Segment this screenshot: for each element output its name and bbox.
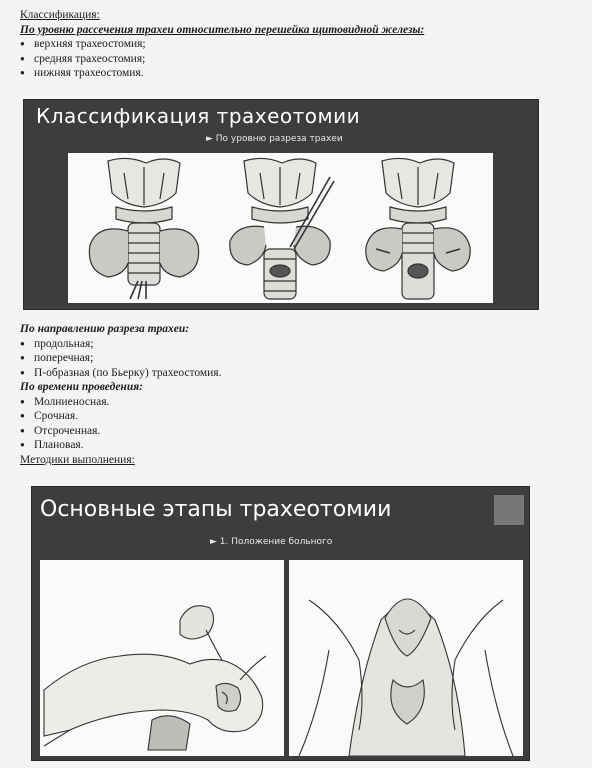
slide-title: Основные этапы трахеотомии [40, 497, 392, 522]
classification-section [20, 8, 424, 81]
list-item: ● продольная; [20, 337, 221, 352]
slide-decoration [494, 495, 524, 525]
list-item: ● П-образная (по Бьерку) трахеостомия. [20, 366, 221, 381]
patient-position-front-illustration [289, 560, 523, 756]
slide-stages [32, 487, 529, 760]
list-item: ● нижняя трахеостомия. [20, 66, 424, 81]
timing-list [20, 395, 221, 453]
list-item: ● верхняя трахеостомия; [20, 37, 424, 52]
list-item: ● поперечная; [20, 351, 221, 366]
direction-list [20, 337, 221, 381]
tracheostomy-levels-illustration [68, 153, 493, 303]
patient-position-side-illustration [40, 560, 284, 756]
level-heading: По уровню рассечения трахеи относительно перешейка щитовидной железы: [20, 23, 425, 36]
timing-heading: По времени проведения: [20, 381, 143, 393]
slide-subtitle: ► 1. Положение больного [210, 537, 333, 547]
list-item: ● средняя трахеостомия; [20, 52, 424, 67]
slide-title: Классификация трахеотомии [36, 104, 361, 128]
level-list [20, 37, 424, 81]
list-item: ● Отсроченная. [20, 424, 221, 439]
classification-heading: Классификация: [20, 9, 100, 21]
slide-subtitle: ► По уровню разреза трахеи [206, 134, 343, 144]
direction-heading: По направлению разреза трахеи: [20, 323, 190, 335]
list-item: ● Молниеносная. [20, 395, 221, 410]
larynx-figure-upper [89, 158, 198, 299]
list-item: ● Срочная. [20, 409, 221, 424]
trachea-classification-section [20, 322, 221, 467]
list-item: ● Плановая. [20, 438, 221, 453]
larynx-figure-middle [230, 158, 334, 299]
larynx-figure-lower [366, 158, 470, 299]
methods-heading: Методики выполнения: [20, 453, 135, 466]
slide-classification [24, 100, 538, 309]
